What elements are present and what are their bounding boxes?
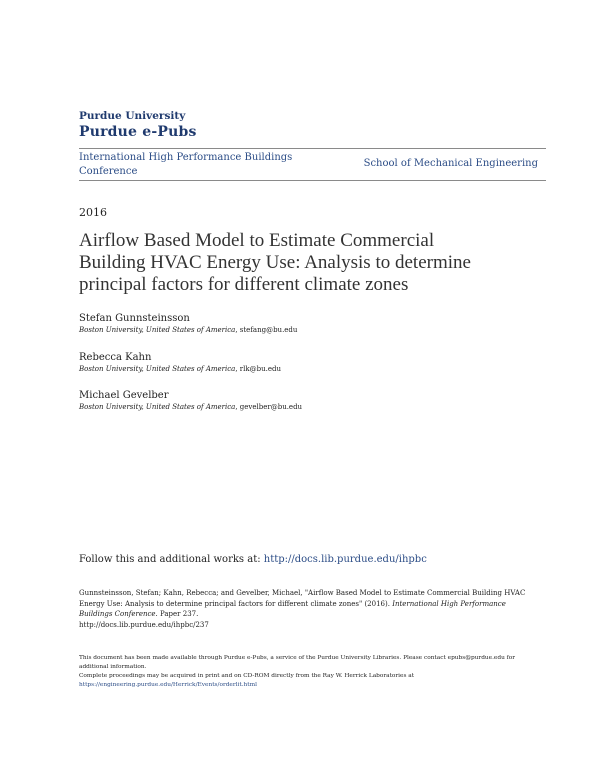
- paper-title: [79, 230, 549, 296]
- affiliation-text: Boston University, United States of America: [79, 365, 236, 373]
- author-name: Stefan Gunnsteinsson: [79, 313, 190, 324]
- collection-line-2: Conference: [79, 166, 138, 177]
- publication-year: 2016: [79, 206, 107, 219]
- author-email: , rlk@bu.edu: [235, 365, 281, 373]
- repository-brand: [79, 109, 197, 141]
- collection-link-school[interactable]: School of Mechanical Engineering: [363, 158, 538, 169]
- affiliation-text: Boston University, United States of America: [79, 403, 236, 411]
- collection-link-conference[interactable]: [79, 151, 299, 179]
- collection-line-1: International High Performance Buildings: [79, 152, 293, 163]
- author-affiliation: [79, 402, 549, 412]
- repository-notice: [79, 654, 529, 690]
- author-block: [79, 351, 549, 374]
- author-email: , stefang@bu.edu: [235, 326, 298, 334]
- citation-paper-number: . Paper 237.: [155, 610, 199, 618]
- affiliation-text: Boston University, United States of America: [79, 326, 236, 334]
- university-name: Purdue University: [79, 110, 186, 122]
- follow-more-works: [79, 554, 427, 565]
- author-block: [79, 389, 549, 412]
- follow-text: Follow this and additional works at:: [79, 554, 264, 565]
- author-name: Rebecca Kahn: [79, 352, 152, 363]
- title-line-2: Building HVAC Energy Use: Analysis to determine: [79, 252, 471, 273]
- author-name: Michael Gevelber: [79, 390, 169, 401]
- herrick-link[interactable]: https://engineering.purdue.edu/Herrick/Events/orderlit.html: [79, 682, 257, 688]
- recommended-citation: [79, 588, 529, 630]
- notice-text: Complete proceedings may be acquired in print and on CD-ROM directly from the Ray W. Herrick Laboratories at: [79, 673, 415, 679]
- follow-link[interactable]: http://docs.lib.purdue.edu/ihpbc: [263, 554, 427, 565]
- notice-line-1: This document has been made available through Purdue e-Pubs, a service of the Purdue University Libraries. Please contact epubs@purdue.edu for additional information.: [79, 655, 516, 670]
- citation-url[interactable]: http://docs.lib.purdue.edu/ihpbc/237: [79, 620, 209, 629]
- title-line-3: principal factors for different climate zones: [79, 274, 409, 295]
- top-divider: [79, 148, 546, 149]
- notice-line-2: [79, 672, 529, 690]
- author-email: , gevelber@bu.edu: [235, 403, 303, 411]
- author-affiliation: [79, 364, 549, 374]
- title-line-1: Airflow Based Model to Estimate Commercial: [79, 230, 435, 251]
- citation-journal: International High Performance Buildings Conference: [79, 599, 506, 618]
- repository-name[interactable]: Purdue e-Pubs: [79, 124, 197, 140]
- citation-authors-title: Gunnsteinsson, Stefan; Kahn, Rebecca; and Gevelber, Michael, "Airflow Based Model to Estimate Commercial Building HVAC Energy Use: Analysis to determine principal factors for different climate zones" (2016).: [79, 589, 526, 608]
- bottom-divider: [79, 180, 546, 181]
- author-affiliation: [79, 325, 549, 335]
- author-block: [79, 312, 549, 335]
